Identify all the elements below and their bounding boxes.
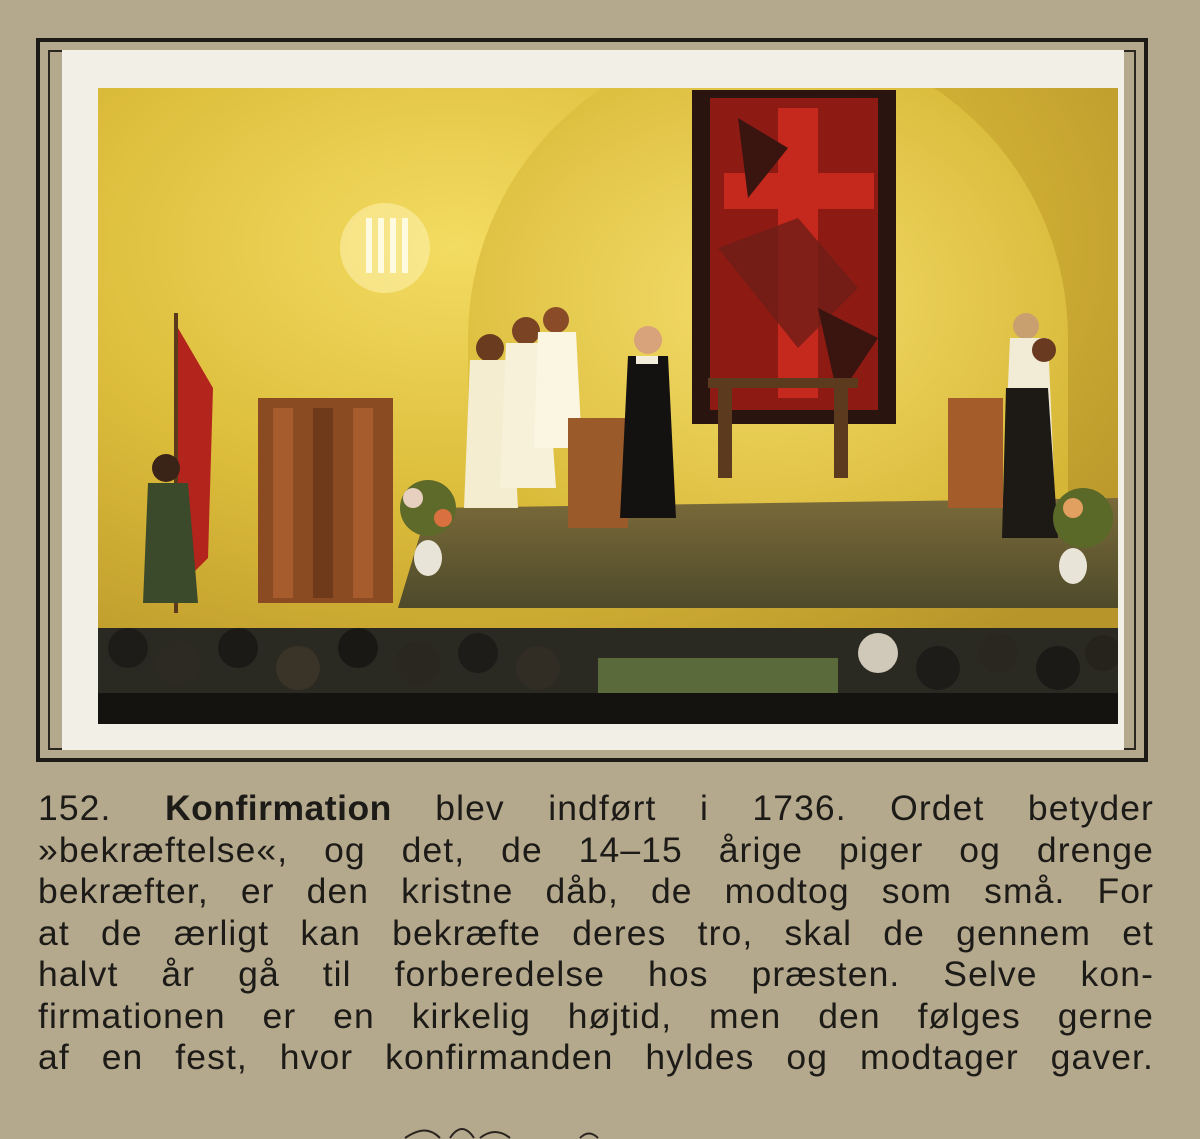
caption-line-2: »bekræftelse«, og det, de 14–15 årige piger og drenge	[38, 829, 1154, 870]
confirmands-right	[1002, 313, 1058, 538]
altar-rail	[568, 418, 628, 528]
card-number: 152.	[38, 788, 112, 828]
caption-line-4: at de ærligt kan bekræfte deres tro, skal de gennem et	[38, 912, 1154, 953]
card-caption	[38, 788, 1154, 1079]
congregation	[98, 628, 1118, 724]
handwritten-signature	[400, 1124, 610, 1139]
chancel-chair	[948, 398, 1003, 508]
caption-line-7: af en fest, hvor konfirmanden hyldes og modtager gaver.	[38, 1037, 1154, 1077]
altar-tapestry	[692, 90, 896, 424]
caption-keyword: Konfirmation	[164, 788, 392, 828]
church-confirmation-photo-illustration	[98, 88, 1118, 724]
card-paper	[62, 50, 1124, 750]
pulpit	[258, 398, 393, 603]
card-frame	[36, 38, 1148, 762]
caption-line-1	[38, 788, 1154, 830]
caption-line-5: halvt år gå til forberedelse hos præsten. Selve kon-	[38, 954, 1154, 994]
confirmation-photo	[98, 88, 1118, 724]
caption-line-3: bekræfter, er den kristne dåb, de modtog som små. For	[38, 871, 1154, 911]
wall-lamp	[340, 203, 430, 293]
caption-line-1-rest: blev indført i 1736. Ordet betyder	[435, 788, 1154, 828]
caption-line-6: firmationen er en kirkelig højtid, men den følges gerne	[38, 995, 1154, 1036]
